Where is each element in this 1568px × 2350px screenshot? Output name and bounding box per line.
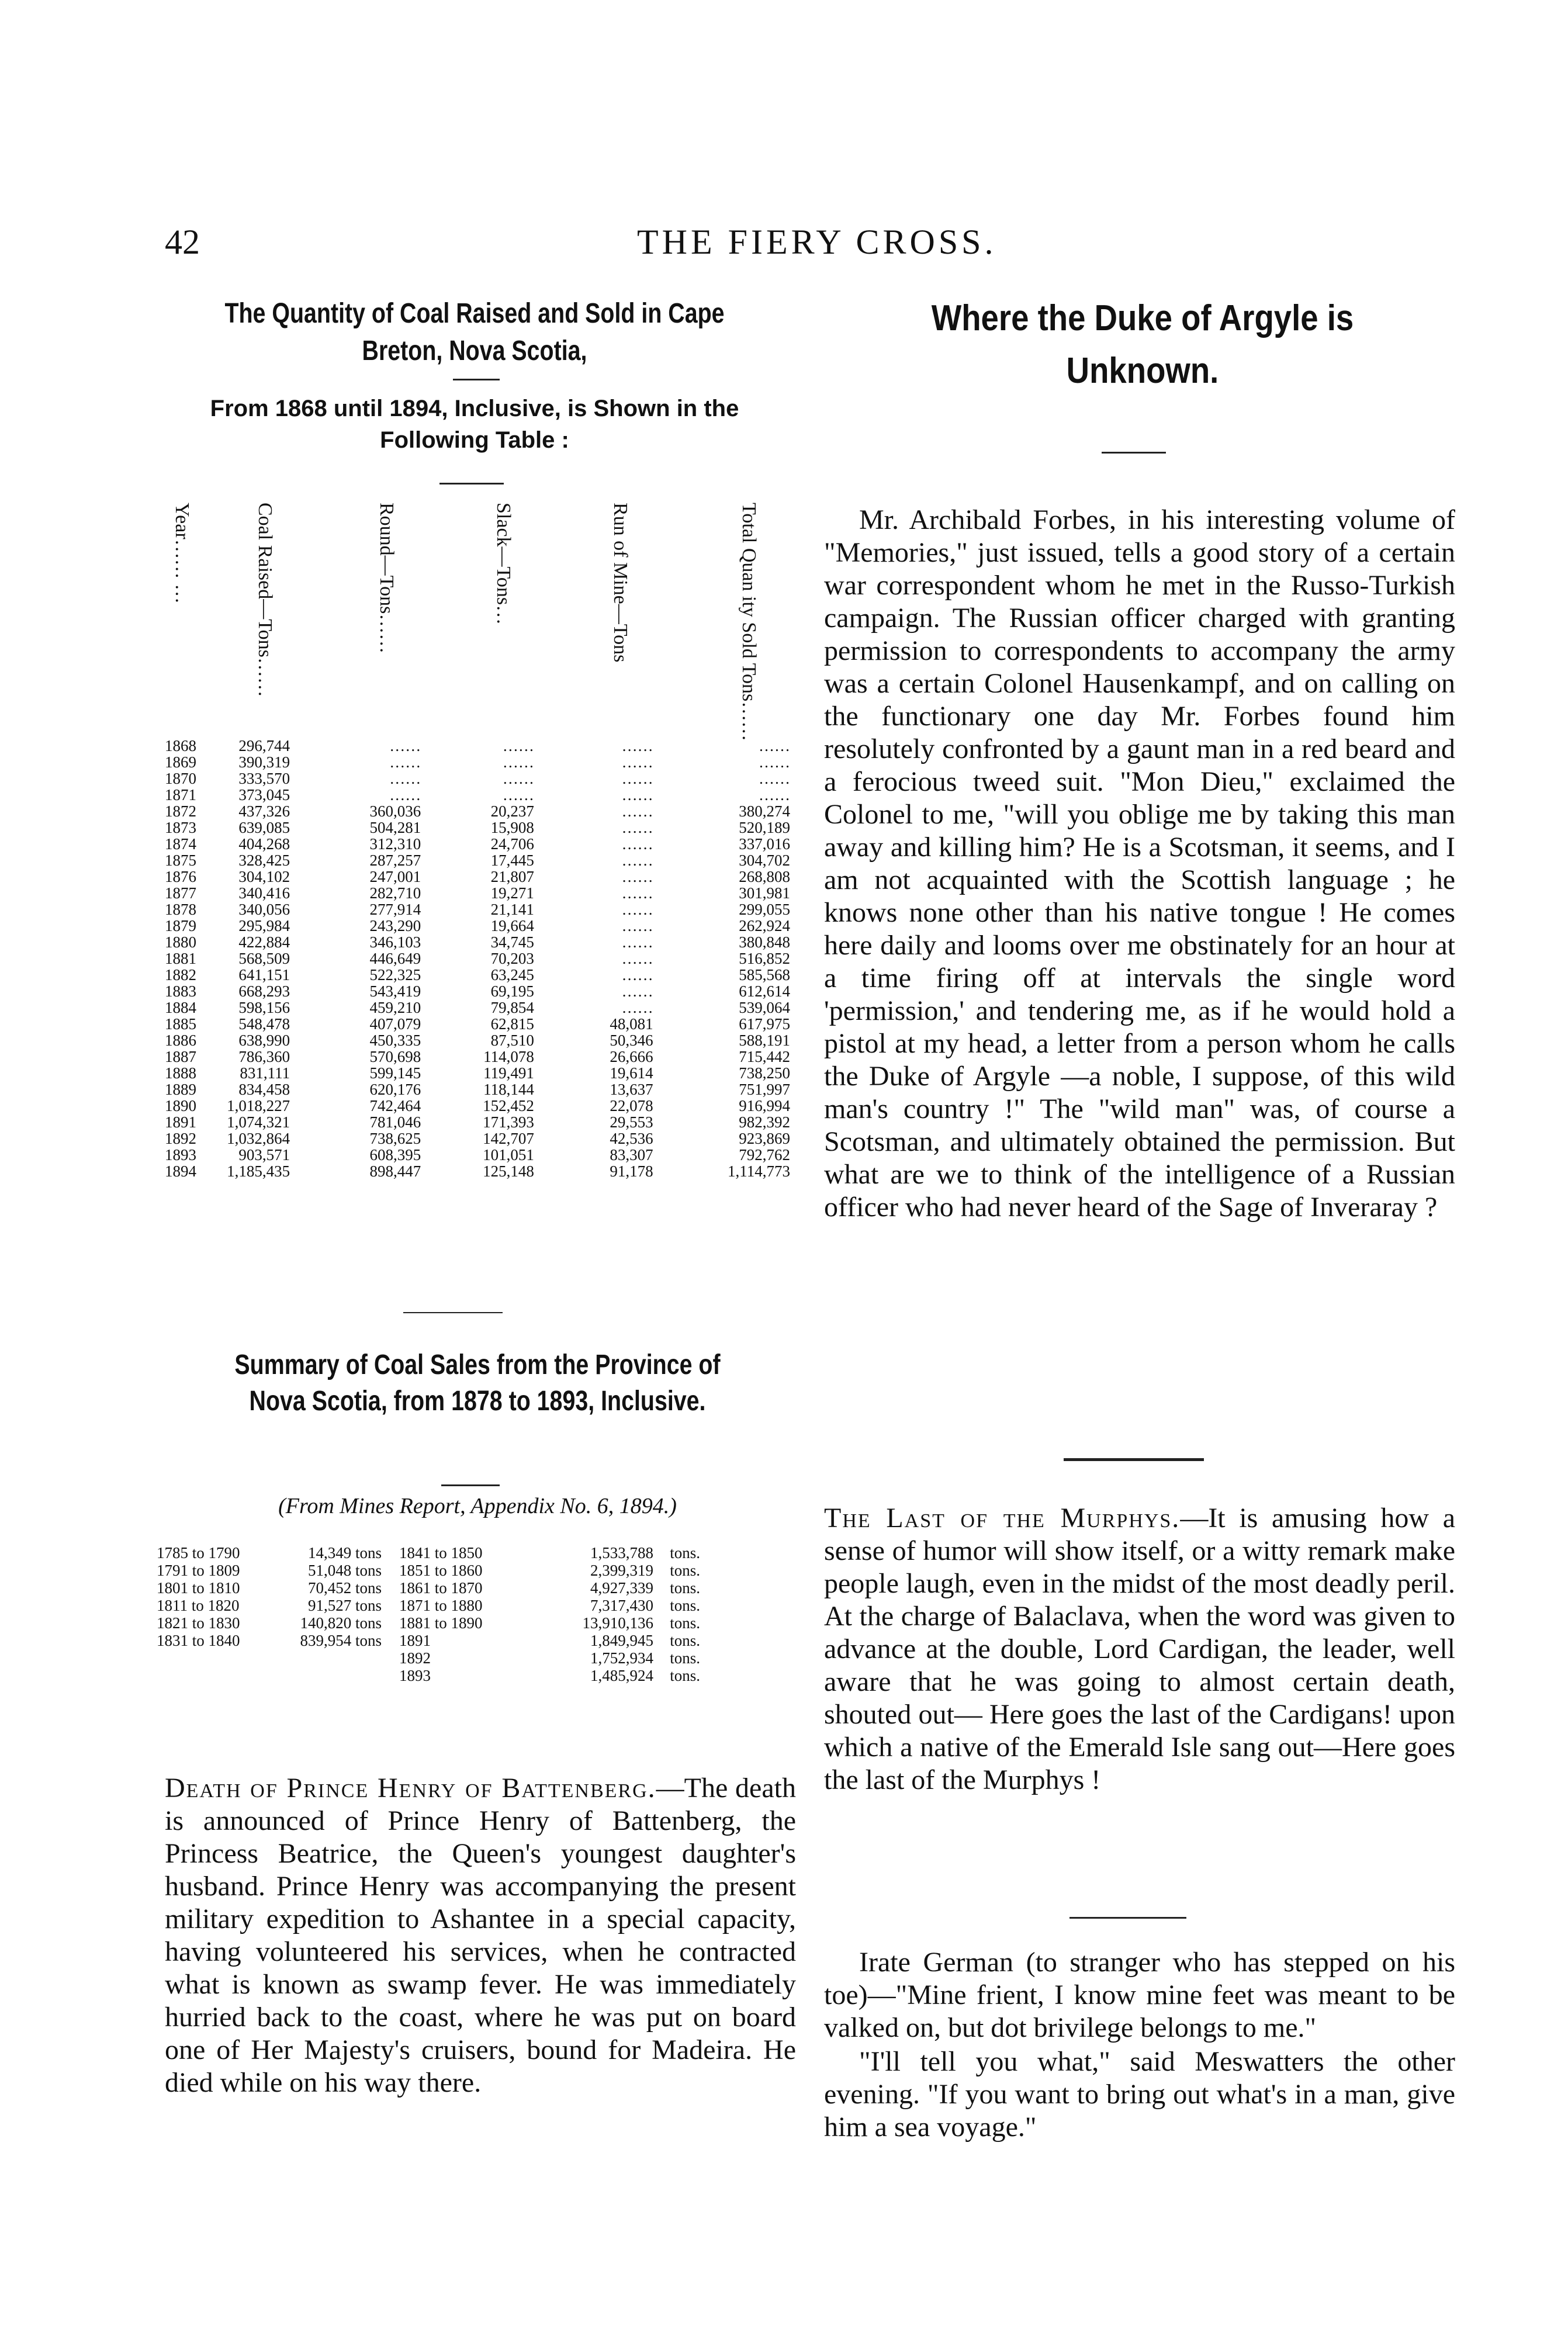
divider — [1102, 452, 1166, 454]
table-cell: 1879 — [165, 917, 196, 935]
table-row — [159, 1048, 790, 1065]
table-cell: 599,145 — [369, 1064, 421, 1082]
coal-data-table — [159, 738, 790, 1179]
table-cell: tons. — [670, 1667, 700, 1684]
table-row — [157, 1579, 700, 1597]
death-article — [165, 1772, 796, 2099]
table-cell: 19,271 — [490, 884, 534, 902]
table-cell — [157, 1667, 259, 1684]
table-cell: 19,664 — [490, 917, 534, 935]
table-cell: 1801 to 1810 — [157, 1579, 240, 1597]
table-row — [157, 1649, 700, 1667]
table-cell: 1871 to 1880 — [399, 1597, 483, 1614]
table-cell: 42,536 — [610, 1130, 653, 1147]
table-cell: 1878 — [165, 901, 196, 918]
table-cell: 916,994 — [739, 1097, 790, 1115]
table-cell: 1884 — [165, 999, 196, 1016]
table-row — [159, 1147, 790, 1163]
table-cell: 22,078 — [610, 1097, 653, 1115]
table-cell: 2,399,319 — [590, 1562, 653, 1579]
table-row — [159, 738, 790, 754]
table-cell: 1887 — [165, 1048, 196, 1065]
table-cell: 295,984 — [238, 917, 290, 935]
table-cell: 598,156 — [238, 999, 290, 1016]
table-cell: 839,954 tons — [300, 1632, 382, 1649]
table-cell: …… — [759, 737, 790, 755]
table-cell: …… — [759, 770, 790, 787]
table-cell: …… — [621, 884, 653, 902]
table-cell: …… — [621, 835, 653, 853]
table-cell: 1,185,435 — [227, 1162, 290, 1180]
table-cell: 450,335 — [369, 1032, 421, 1049]
table-cell: 612,614 — [739, 982, 790, 1000]
table-cell: 1785 to 1790 — [157, 1544, 240, 1562]
table-cell: 620,176 — [369, 1081, 421, 1098]
table-cell: 1871 — [165, 786, 196, 804]
table-cell: …… — [389, 770, 421, 787]
table-cell: 715,442 — [739, 1048, 790, 1065]
table-cell: 1868 — [165, 737, 196, 755]
table-cell: 380,848 — [739, 933, 790, 951]
divider — [453, 379, 500, 380]
divider — [439, 483, 504, 484]
duke-article-title: Where the Duke of Argyle is Unknown. — [931, 298, 1354, 391]
table-cell: tons. — [670, 1614, 700, 1632]
table-row — [157, 1667, 700, 1684]
table-cell: 1,114,773 — [728, 1162, 790, 1180]
table-cell: 287,257 — [369, 852, 421, 869]
table-cell: 247,001 — [369, 868, 421, 885]
table-cell: 639,085 — [238, 819, 290, 836]
table-cell: 1873 — [165, 819, 196, 836]
murphy-article-lead: The Last of the Murphys. — [824, 1503, 1181, 1534]
table-cell: 328,425 — [238, 852, 290, 869]
table-cell: 380,274 — [739, 802, 790, 820]
table-cell: 24,706 — [490, 835, 534, 853]
table-row — [159, 1065, 790, 1081]
table-cell: 831,111 — [240, 1064, 290, 1082]
table-cell: 923,869 — [739, 1130, 790, 1147]
table-cell: 437,326 — [238, 802, 290, 820]
table-row — [157, 1597, 700, 1614]
table-cell: 119,491 — [483, 1064, 534, 1082]
table-cell: 19,614 — [610, 1064, 653, 1082]
table-cell: 1,018,227 — [227, 1097, 290, 1115]
divider — [403, 1312, 503, 1313]
table-cell: 548,478 — [238, 1015, 290, 1033]
table-row — [159, 1098, 790, 1114]
table-cell: 390,319 — [238, 753, 290, 771]
table-cell: 1851 to 1860 — [399, 1562, 483, 1579]
table-cell: 277,914 — [369, 901, 421, 918]
table-cell: …… — [389, 753, 421, 771]
table-row — [157, 1632, 700, 1649]
table-cell: 522,325 — [369, 966, 421, 984]
table-row — [159, 868, 790, 885]
table-cell: 786,360 — [238, 1048, 290, 1065]
divider — [1069, 1917, 1186, 1919]
meswatters-anecdote: "I'll tell you what," said Meswatters the other evening. "If you want to bring out what's in a man, give him a sea voyage." — [824, 2046, 1455, 2143]
table-cell: 834,458 — [238, 1081, 290, 1098]
table-cell: 898,447 — [369, 1162, 421, 1180]
column-header-run-of-mine: Run of Mine—Tons — [610, 503, 631, 663]
table-cell: tons. — [670, 1579, 700, 1597]
table-cell: 516,852 — [739, 950, 790, 967]
table-cell: …… — [621, 966, 653, 984]
table-cell: 1,752,934 — [590, 1649, 653, 1667]
table-cell: 70,452 tons — [307, 1579, 382, 1597]
coal-table-subtitle: From 1868 until 1894, Inclusive, is Shown in the Following Table : — [210, 396, 739, 453]
table-cell: …… — [389, 786, 421, 804]
table-cell: 446,649 — [369, 950, 421, 967]
table-cell: 1874 — [165, 835, 196, 853]
table-row — [159, 787, 790, 803]
table-cell: …… — [621, 786, 653, 804]
table-cell: 7,317,430 — [590, 1597, 653, 1614]
table-cell: 1885 — [165, 1015, 196, 1033]
coal-table-title: The Quantity of Coal Raised and Sold in Cape Breton, Nova Scotia, — [224, 298, 725, 366]
table-cell: 608,395 — [369, 1146, 421, 1164]
table-row — [159, 1081, 790, 1098]
table-row — [159, 770, 790, 787]
table-cell: 15,908 — [490, 819, 534, 836]
table-cell: 118,144 — [483, 1081, 534, 1098]
table-cell: tons. — [670, 1597, 700, 1614]
table-cell: 1881 to 1890 — [399, 1614, 483, 1632]
table-row — [159, 901, 790, 918]
table-cell: 1877 — [165, 884, 196, 902]
page-number: 42 — [165, 223, 200, 261]
table-cell: 422,884 — [238, 933, 290, 951]
table-cell — [157, 1649, 259, 1667]
table-cell: 13,637 — [610, 1081, 653, 1098]
table-cell: 51,048 tons — [307, 1562, 382, 1579]
table-cell: …… — [621, 852, 653, 869]
table-cell: 668,293 — [238, 982, 290, 1000]
table-cell: 268,808 — [739, 868, 790, 885]
table-cell: 1841 to 1850 — [399, 1544, 483, 1562]
table-cell: …… — [502, 737, 534, 755]
table-cell: 1869 — [165, 753, 196, 771]
table-cell: …… — [621, 802, 653, 820]
table-cell: 91,527 tons — [307, 1597, 382, 1614]
table-cell: 50,346 — [610, 1032, 653, 1049]
table-cell: 262,924 — [739, 917, 790, 935]
table-cell: …… — [759, 786, 790, 804]
table-row — [159, 1130, 790, 1147]
table-cell: …… — [621, 753, 653, 771]
table-cell: 1,074,321 — [227, 1113, 290, 1131]
table-cell: 1888 — [165, 1064, 196, 1082]
table-row — [159, 918, 790, 934]
table-cell: 346,103 — [369, 933, 421, 951]
table-cell: …… — [621, 819, 653, 836]
table-cell: 568,509 — [238, 950, 290, 967]
table-cell: 1890 — [165, 1097, 196, 1115]
table-cell: 1,849,945 — [590, 1632, 653, 1649]
murphy-article — [824, 1502, 1455, 1797]
table-cell: 751,997 — [739, 1081, 790, 1098]
table-cell: 585,568 — [739, 966, 790, 984]
table-row — [159, 934, 790, 950]
table-row — [159, 1114, 790, 1130]
table-cell: …… — [621, 917, 653, 935]
table-cell: 301,981 — [739, 884, 790, 902]
table-cell: 1886 — [165, 1032, 196, 1049]
table-cell: 539,064 — [739, 999, 790, 1016]
table-cell: 340,056 — [238, 901, 290, 918]
table-cell: 101,051 — [483, 1146, 534, 1164]
table-cell: …… — [621, 982, 653, 1000]
table-cell: 29,553 — [610, 1113, 653, 1131]
table-cell: 570,698 — [369, 1048, 421, 1065]
table-cell: 20,237 — [490, 802, 534, 820]
table-cell: 17,445 — [490, 852, 534, 869]
table-cell: 617,975 — [739, 1015, 790, 1033]
table-row — [159, 754, 790, 770]
table-cell: 543,419 — [369, 982, 421, 1000]
table-cell: 1876 — [165, 868, 196, 885]
table-cell: 1892 — [399, 1649, 431, 1667]
table-cell: 152,452 — [483, 1097, 534, 1115]
table-cell: 1893 — [399, 1667, 431, 1684]
column-header-slack: Slack—Tons… — [493, 503, 514, 625]
table-cell: tons. — [670, 1649, 700, 1667]
table-cell: tons. — [670, 1544, 700, 1562]
table-row — [159, 836, 790, 852]
table-cell: 638,990 — [238, 1032, 290, 1049]
table-cell: 781,046 — [369, 1113, 421, 1131]
duke-article-body: Mr. Archibald Forbes, in his interesting volume of "Memories," just issued, tells a good story of a certain war correspondent whom he met in the Russo-Turkish campaign. The Russian officer charged with granting permission to correspondents to accompany the army was a certain Colonel Hausenkampf, and on calling on the functionary one day Mr. Forbes found him resolutely confronted by a gaunt man in a red beard and a ferocious tweed suit. "Mon Dieu," exclaimed the Colonel to me, "will you oblige me by taking this man away and killing him? He is a Scotsman, it seems, and I am not acquainted with the Scottish language ; he knows none other than his native tongue ! He comes here daily and looms over me obstinately for an hour at a time firing off at intervals the single word 'permission,' and tendering me, as if he would hold a pistol at my head, a letter from a person whom he calls the Duke of Argyle —a noble, I suppose, of this wild man's country !" The "wild man" was, of course a Scotsman, and ultimately obtained the permission. But what are we to think of the intelligence of a Russian officer who had never heard of the Sage of Inveraray ? — [824, 504, 1455, 1223]
table-cell: 1882 — [165, 966, 196, 984]
table-cell: 360,036 — [369, 802, 421, 820]
table-row — [159, 803, 790, 819]
table-cell: 333,570 — [238, 770, 290, 787]
table-cell: 91,178 — [610, 1162, 653, 1180]
table-cell: 114,078 — [483, 1048, 534, 1065]
table-cell: 4,927,339 — [590, 1579, 653, 1597]
table-cell — [259, 1667, 399, 1684]
table-cell: …… — [621, 901, 653, 918]
table-cell: 304,102 — [238, 868, 290, 885]
table-cell: 1880 — [165, 933, 196, 951]
table-cell: 588,191 — [739, 1032, 790, 1049]
table-cell: 1,032,864 — [227, 1130, 290, 1147]
summary-source: (From Mines Report, Appendix No. 6, 1894.) — [278, 1494, 677, 1518]
column-header-total-sold: Total Quan ity Sold Tons…… — [738, 503, 760, 742]
table-cell: 1891 — [399, 1632, 431, 1649]
table-cell: 13,910,136 — [582, 1614, 653, 1632]
table-cell: 140,820 tons — [300, 1614, 382, 1632]
table-cell: …… — [389, 737, 421, 755]
table-cell: 63,245 — [490, 966, 534, 984]
table-cell: 641,151 — [238, 966, 290, 984]
table-cell: 299,055 — [739, 901, 790, 918]
table-cell: 1894 — [165, 1162, 196, 1180]
table-cell: 142,707 — [483, 1130, 534, 1147]
column-header-coal-raised: Coal Raised—Tons…… — [254, 503, 276, 697]
table-cell: 1875 — [165, 852, 196, 869]
table-cell: 404,268 — [238, 835, 290, 853]
table-row — [159, 950, 790, 967]
table-row — [159, 852, 790, 868]
divider — [1064, 1458, 1204, 1461]
table-cell: 738,250 — [739, 1064, 790, 1082]
table-cell: 520,189 — [739, 819, 790, 836]
death-article-body: —The death is announced of Prince Henry of Battenberg, the Princess Beatrice, the Queen's youngest daughter's husband. Prince Henry was accompanying the present military expedition to Ashantee in a special capacity, having volunteered his services, when he contracted what is known as swamp fever. He was immediately hurried back to the coast, where he was put on board one of Her Majesty's cruisers, bound for Madeira. He died while on his way there. — [165, 1773, 796, 2098]
table-cell: …… — [502, 753, 534, 771]
table-row — [159, 983, 790, 999]
table-cell: 69,195 — [490, 982, 534, 1000]
table-row — [159, 1032, 790, 1048]
table-cell: …… — [621, 933, 653, 951]
table-cell: 282,710 — [369, 884, 421, 902]
table-cell: 1892 — [165, 1130, 196, 1147]
table-cell: 1821 to 1830 — [157, 1614, 240, 1632]
table-cell: …… — [502, 770, 534, 787]
table-cell: 70,203 — [490, 950, 534, 967]
table-cell: …… — [621, 999, 653, 1016]
table-cell: 1861 to 1870 — [399, 1579, 483, 1597]
table-cell: 1,533,788 — [590, 1544, 653, 1562]
table-cell: 171,393 — [483, 1113, 534, 1131]
table-row — [159, 967, 790, 983]
table-cell: 1891 — [165, 1113, 196, 1131]
table-cell: 83,307 — [610, 1146, 653, 1164]
death-article-lead: Death of Prince Henry of Battenberg. — [165, 1773, 656, 1804]
table-cell: 243,290 — [369, 917, 421, 935]
table-cell: 982,392 — [739, 1113, 790, 1131]
table-cell: 87,510 — [490, 1032, 534, 1049]
table-cell: 79,854 — [490, 999, 534, 1016]
table-cell: 125,148 — [483, 1162, 534, 1180]
running-head: THE FIERY CROSS. — [637, 223, 997, 261]
table-cell: 1,485,924 — [590, 1667, 653, 1684]
table-row — [159, 819, 790, 836]
table-cell: 14,349 tons — [307, 1544, 382, 1562]
table-cell: tons. — [670, 1632, 700, 1649]
table-cell: 34,745 — [490, 933, 534, 951]
table-cell: 903,571 — [238, 1146, 290, 1164]
table-cell: 1872 — [165, 802, 196, 820]
column-header-year: Year…… … — [171, 503, 193, 604]
table-cell: 340,416 — [238, 884, 290, 902]
table-cell: 504,281 — [369, 819, 421, 836]
table-row — [157, 1544, 700, 1562]
summary-title: Summary of Coal Sales from the Province of Nova Scotia, from 1878 to 1893, Inclusive. — [234, 1349, 721, 1417]
table-cell: 1811 to 1820 — [157, 1597, 240, 1614]
murphy-article-body: —It is amusing how a sense of humor will show itself, or a witty remark make people laugh, even in the midst of the most deadly peril. At the charge of Balaclava, when the word was given to advance at the double, Lord Cardigan, the leader, well aware that he was going to almost certain death, shouted out— Here goes the last of the Cardigans! upon which a native of the Emerald Isle sang out—Here goes the last of the Murphys ! — [824, 1503, 1455, 1795]
table-cell: 1881 — [165, 950, 196, 967]
table-cell: 792,762 — [739, 1146, 790, 1164]
table-row — [159, 1163, 790, 1179]
table-row — [159, 885, 790, 901]
table-cell: 296,744 — [238, 737, 290, 755]
table-cell: 742,464 — [369, 1097, 421, 1115]
table-cell: 1883 — [165, 982, 196, 1000]
table-cell: 304,702 — [739, 852, 790, 869]
table-cell: 1893 — [165, 1146, 196, 1164]
table-row — [159, 1016, 790, 1032]
divider — [441, 1484, 500, 1486]
table-cell: 1889 — [165, 1081, 196, 1098]
table-cell: 21,807 — [490, 868, 534, 885]
table-cell: …… — [621, 770, 653, 787]
table-cell: …… — [621, 950, 653, 967]
table-row — [157, 1614, 700, 1632]
table-cell: 373,045 — [238, 786, 290, 804]
table-cell: …… — [502, 786, 534, 804]
table-cell: 21,141 — [490, 901, 534, 918]
table-row — [157, 1562, 700, 1579]
table-cell: 312,310 — [369, 835, 421, 853]
table-cell — [259, 1649, 399, 1667]
table-cell: 48,081 — [610, 1015, 653, 1033]
column-header-round: Round—Tons…… — [376, 503, 397, 654]
table-cell: …… — [759, 753, 790, 771]
table-cell: …… — [621, 737, 653, 755]
table-cell: 1870 — [165, 770, 196, 787]
table-cell: …… — [621, 868, 653, 885]
summary-data-table — [157, 1544, 700, 1684]
german-anecdote: Irate German (to stranger who has stepped on his toe)—"Mine frient, I know mine feet was meant to be valked on, but dot brivilege belongs to me." — [824, 1947, 1455, 2043]
table-cell: 459,210 — [369, 999, 421, 1016]
table-cell: 1791 to 1809 — [157, 1562, 240, 1579]
table-cell: 1831 to 1840 — [157, 1632, 240, 1649]
table-cell: tons. — [670, 1562, 700, 1579]
table-row — [159, 999, 790, 1016]
table-cell: 738,625 — [369, 1130, 421, 1147]
table-cell: 337,016 — [739, 835, 790, 853]
table-cell: 26,666 — [610, 1048, 653, 1065]
table-cell: 407,079 — [369, 1015, 421, 1033]
table-cell: 62,815 — [490, 1015, 534, 1033]
